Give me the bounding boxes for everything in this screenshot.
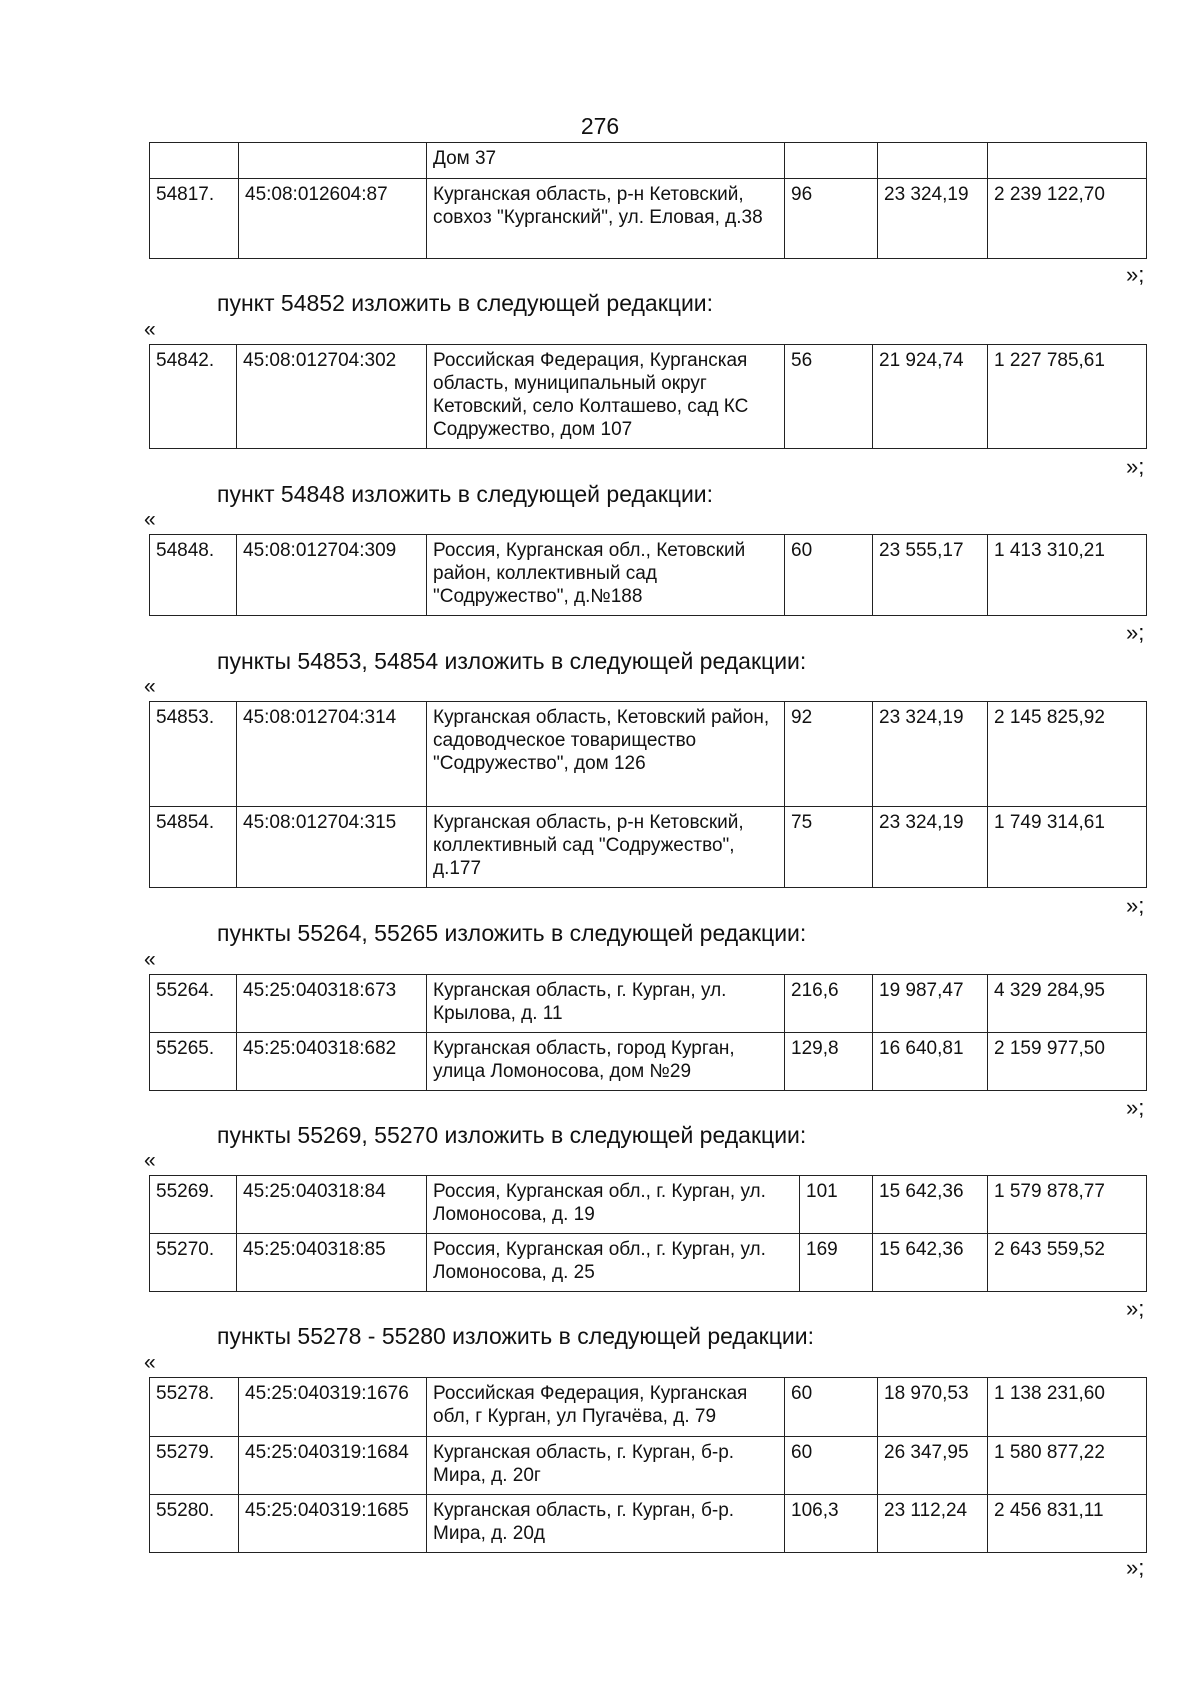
- cell-number: 54842.: [150, 345, 237, 449]
- cell-number: 54853.: [150, 702, 237, 807]
- cell-value: 2 643 559,52: [988, 1234, 1147, 1292]
- close-quote: »;: [1126, 1555, 1145, 1580]
- close-quote: »;: [1126, 262, 1145, 287]
- cell-number: 55265.: [150, 1033, 237, 1091]
- table-row: [150, 807, 1147, 888]
- cell-number: [150, 143, 239, 179]
- cell-number: 54854.: [150, 807, 237, 888]
- registry-table: [149, 701, 1147, 888]
- table-row: [150, 1033, 1147, 1091]
- cell-area: 56: [785, 345, 873, 449]
- cell-address: Россия, Курганская обл., г. Курган, ул. Ломоносова, д. 25: [427, 1234, 800, 1292]
- cell-price: 15 642,36: [873, 1176, 988, 1234]
- cell-value: 1 138 231,60: [988, 1378, 1147, 1437]
- cell-number: 55278.: [150, 1378, 239, 1437]
- table-row: [150, 345, 1147, 449]
- cell-area: 129,8: [785, 1033, 873, 1091]
- cell-area: 101: [800, 1176, 873, 1234]
- cell-price: 16 640,81: [873, 1033, 988, 1091]
- cell-address: Россия, Курганская обл., Кетовский район, коллективный сад "Содружество", д.№188: [427, 535, 785, 616]
- open-quote: «: [144, 948, 156, 971]
- cell-number: 55270.: [150, 1234, 237, 1292]
- cell-cadastral: 45:25:040319:1684: [239, 1437, 427, 1495]
- cell-cadastral: 45:08:012604:87: [239, 179, 427, 259]
- cell-address: Дом 37: [427, 143, 785, 179]
- cell-value: 1 580 877,22: [988, 1437, 1147, 1495]
- cell-area: 60: [785, 1437, 878, 1495]
- cell-address: Курганская область, р-н Кетовский, совхоз "Курганский", ул. Еловая, д.38: [427, 179, 785, 259]
- table-row: [150, 143, 1147, 179]
- cell-price: 23 112,24: [878, 1495, 988, 1553]
- close-quote: »;: [1126, 1095, 1145, 1120]
- section-heading: пункты 54853, 54854 изложить в следующей редакции:: [217, 648, 807, 674]
- cell-address: Курганская область, г. Курган, б-р. Мира, д. 20д: [427, 1495, 785, 1553]
- cell-number: 54848.: [150, 535, 237, 616]
- cell-number: 55269.: [150, 1176, 237, 1234]
- cell-area: 216,6: [785, 975, 873, 1033]
- cell-number: 55279.: [150, 1437, 239, 1495]
- section-heading: пункты 55264, 55265 изложить в следующей редакции:: [217, 920, 807, 946]
- cell-cadastral: 45:25:040318:85: [237, 1234, 427, 1292]
- cell-value: 4 329 284,95: [988, 975, 1147, 1033]
- cell-address: Курганская область, р-н Кетовский, коллективный сад "Содружество", д.177: [427, 807, 785, 888]
- cell-area: 60: [785, 535, 873, 616]
- cell-price: 15 642,36: [873, 1234, 988, 1292]
- section-heading: пункт 54848 изложить в следующей редакции:: [217, 481, 714, 507]
- cell-address: Курганская область, Кетовский район, садоводческое товарищество "Содружество", дом 126: [427, 702, 785, 807]
- cell-price: [878, 143, 988, 179]
- cell-area: 75: [785, 807, 873, 888]
- cell-value: 2 159 977,50: [988, 1033, 1147, 1091]
- cell-cadastral: 45:25:040319:1676: [239, 1378, 427, 1437]
- cell-price: 23 324,19: [873, 702, 988, 807]
- cell-price: 26 347,95: [878, 1437, 988, 1495]
- cell-number: 54817.: [150, 179, 239, 259]
- cell-cadastral: 45:25:040319:1685: [239, 1495, 427, 1553]
- cell-value: 2 239 122,70: [988, 179, 1147, 259]
- cell-value: 2 456 831,11: [988, 1495, 1147, 1553]
- section-heading: пункт 54852 изложить в следующей редакции:: [217, 290, 714, 316]
- cell-value: 1 413 310,21: [988, 535, 1147, 616]
- cell-address: Российская Федерация, Курганская область, муниципальный округ Кетовский, село Колташево, сад КС Содружество, дом 107: [427, 345, 785, 449]
- registry-table: [149, 344, 1147, 449]
- open-quote: «: [144, 508, 156, 531]
- table-row: [150, 535, 1147, 616]
- cell-cadastral: 45:08:012704:314: [237, 702, 427, 807]
- table-row: [150, 1176, 1147, 1234]
- open-quote: «: [144, 1351, 156, 1374]
- cell-price: 23 555,17: [873, 535, 988, 616]
- cell-value: [988, 143, 1147, 179]
- cell-value: 1 227 785,61: [988, 345, 1147, 449]
- table-row: [150, 179, 1147, 259]
- close-quote: »;: [1126, 620, 1145, 645]
- cell-cadastral: 45:25:040318:673: [237, 975, 427, 1033]
- close-quote: »;: [1126, 454, 1145, 479]
- cell-value: 1 579 878,77: [988, 1176, 1147, 1234]
- cell-address: Курганская область, город Курган, улица Ломоносова, дом №29: [427, 1033, 785, 1091]
- section-heading: пункты 55278 - 55280 изложить в следующей редакции:: [217, 1323, 814, 1349]
- cell-area: 169: [800, 1234, 873, 1292]
- cell-cadastral: 45:25:040318:84: [237, 1176, 427, 1234]
- cell-price: 23 324,19: [878, 179, 988, 259]
- cell-value: 2 145 825,92: [988, 702, 1147, 807]
- cell-area: [785, 143, 878, 179]
- cell-price: 19 987,47: [873, 975, 988, 1033]
- cell-cadastral: 45:25:040318:682: [237, 1033, 427, 1091]
- registry-table: [149, 974, 1147, 1091]
- open-quote: «: [144, 318, 156, 341]
- cell-area: 92: [785, 702, 873, 807]
- registry-table: [149, 1175, 1147, 1292]
- cell-price: 18 970,53: [878, 1378, 988, 1437]
- cell-area: 96: [785, 179, 878, 259]
- cell-number: 55264.: [150, 975, 237, 1033]
- open-quote: «: [144, 1149, 156, 1172]
- table-row: [150, 702, 1147, 807]
- table-row: [150, 975, 1147, 1033]
- registry-table: [149, 534, 1147, 616]
- cell-address: Российская Федерация, Курганская обл, г Курган, ул Пугачёва, д. 79: [427, 1378, 785, 1437]
- table-row: [150, 1378, 1147, 1437]
- cell-cadastral: 45:08:012704:315: [237, 807, 427, 888]
- section-heading: пункты 55269, 55270 изложить в следующей редакции:: [217, 1122, 807, 1148]
- cell-address: Россия, Курганская обл., г. Курган, ул. Ломоносова, д. 19: [427, 1176, 800, 1234]
- open-quote: «: [144, 675, 156, 698]
- table-row: [150, 1437, 1147, 1495]
- table-row: [150, 1495, 1147, 1553]
- cell-cadastral: [239, 143, 427, 179]
- cell-cadastral: 45:08:012704:302: [237, 345, 427, 449]
- close-quote: »;: [1126, 893, 1145, 918]
- close-quote: »;: [1126, 1296, 1145, 1321]
- table-row: [150, 1234, 1147, 1292]
- cell-area: 106,3: [785, 1495, 878, 1553]
- cell-number: 55280.: [150, 1495, 239, 1553]
- registry-table: [149, 142, 1147, 259]
- registry-table: [149, 1377, 1147, 1553]
- cell-address: Курганская область, г. Курган, б-р. Мира, д. 20г: [427, 1437, 785, 1495]
- cell-value: 1 749 314,61: [988, 807, 1147, 888]
- cell-price: 23 324,19: [873, 807, 988, 888]
- cell-address: Курганская область, г. Курган, ул. Крылова, д. 11: [427, 975, 785, 1033]
- cell-cadastral: 45:08:012704:309: [237, 535, 427, 616]
- page-number: 276: [580, 113, 620, 139]
- cell-area: 60: [785, 1378, 878, 1437]
- cell-price: 21 924,74: [873, 345, 988, 449]
